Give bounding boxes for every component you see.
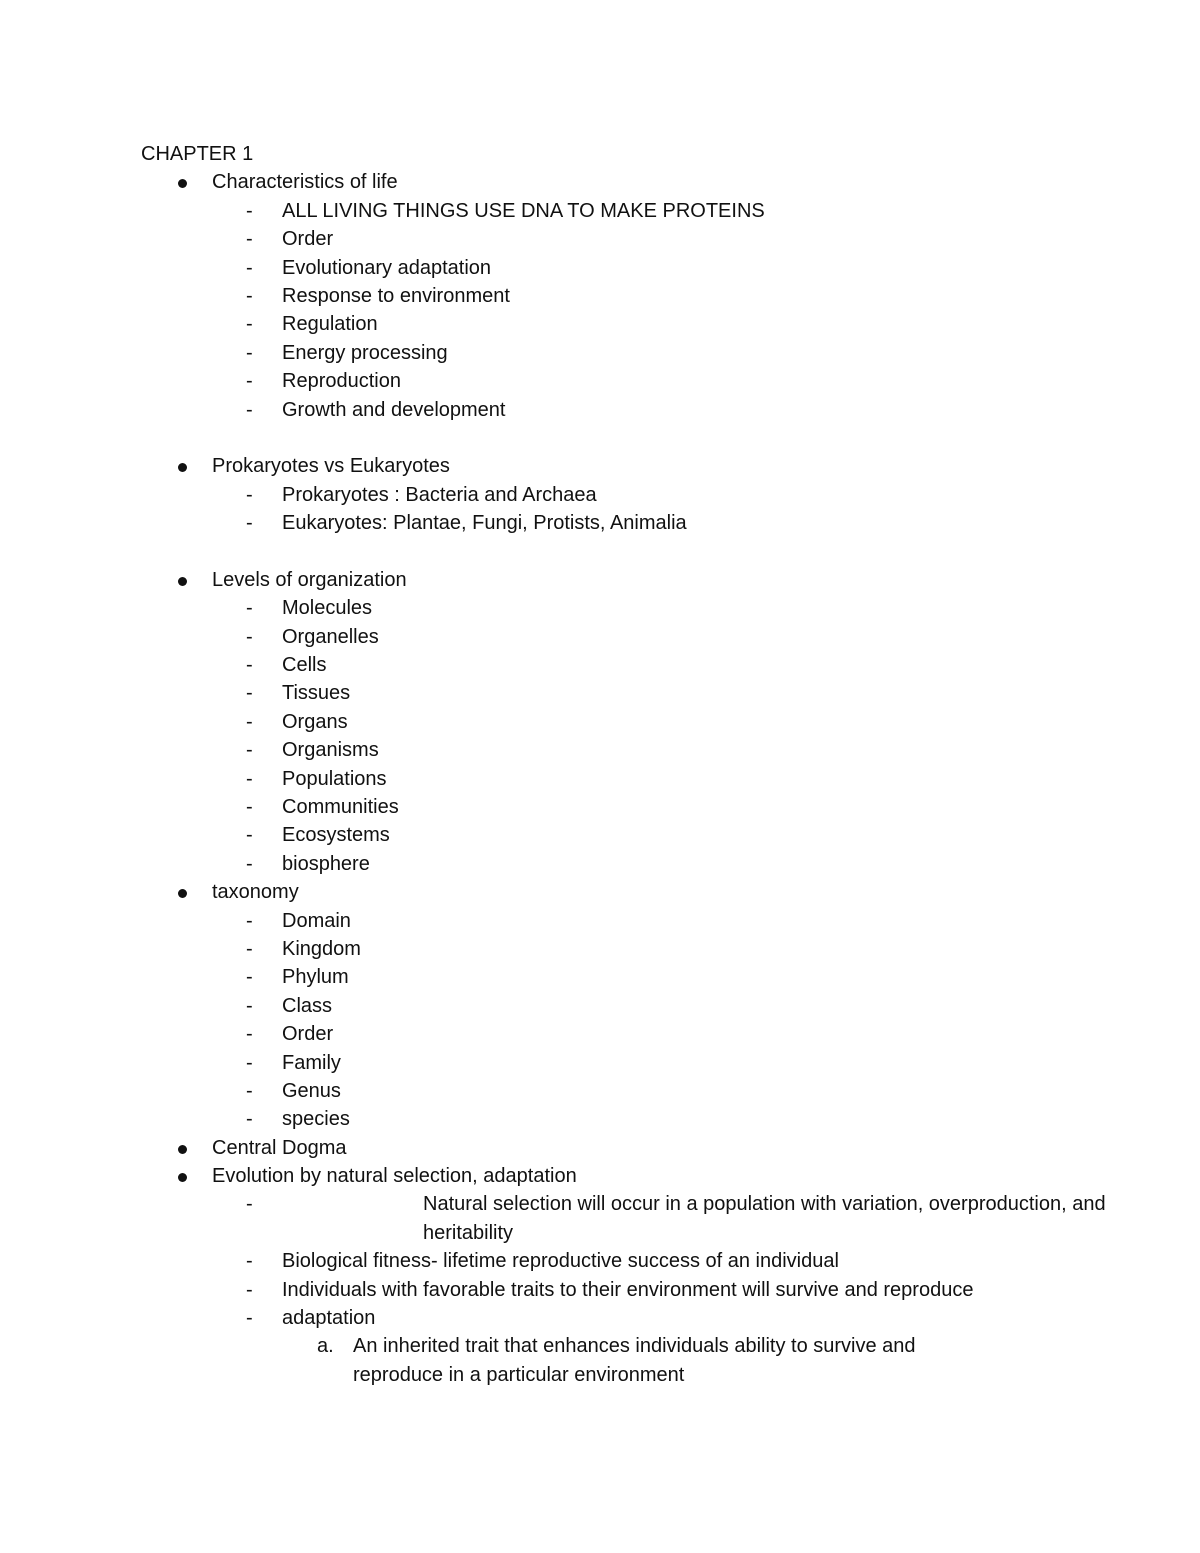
section-heading-evolution [141, 1162, 1141, 1190]
list-item [141, 850, 1141, 878]
dash-marker: - [246, 1278, 253, 1301]
dash-marker: - [246, 1108, 253, 1131]
list-item-text: Genus [282, 1079, 341, 1102]
dash-marker: - [246, 483, 253, 506]
list-item [141, 1276, 1141, 1304]
section-heading-text: Prokaryotes vs Eukaryotes [212, 455, 450, 478]
section-heading-text: Central Dogma [212, 1136, 347, 1159]
dash-marker: - [246, 654, 253, 677]
sub-list-item [141, 1332, 1141, 1389]
list-item [141, 1105, 1141, 1133]
list-item [141, 310, 1141, 338]
list-item [141, 907, 1141, 935]
list-item [141, 708, 1141, 736]
dash-marker: - [246, 824, 253, 847]
dash-marker: - [246, 739, 253, 762]
list-item [141, 254, 1141, 282]
section-heading-text: Characteristics of life [212, 171, 398, 194]
list-item-text: Molecules [282, 597, 373, 620]
list-item [141, 1077, 1141, 1105]
section-heading-text: taxonomy [212, 881, 299, 904]
document-content [141, 140, 1141, 1389]
list-item [141, 1304, 1141, 1332]
section-heading-text: Levels of organization [212, 568, 407, 591]
list-item [141, 509, 1141, 537]
dash-marker: - [246, 1307, 253, 1330]
list-item-text: Organs [282, 710, 348, 733]
bullet-icon [178, 463, 187, 472]
list-item [141, 339, 1141, 367]
dash-marker: - [246, 1023, 253, 1046]
dash-marker: - [246, 966, 253, 989]
dash-marker: - [246, 313, 253, 336]
list-item [141, 821, 1141, 849]
list-item [141, 481, 1141, 509]
list-item-text: Family [282, 1051, 341, 1074]
list-item-text: Biological fitness- lifetime reproductive success of an individual [282, 1250, 839, 1273]
dash-marker: - [246, 795, 253, 818]
dash-marker: - [246, 284, 253, 307]
section-heading-characteristics-of-life [141, 168, 1141, 196]
section-heading-prokaryotes-vs-eukaryotes [141, 452, 1141, 480]
dash-marker: - [246, 710, 253, 733]
list-item-text: Regulation [282, 313, 378, 336]
section-heading-central-dogma [141, 1134, 1141, 1162]
dash-marker: - [246, 767, 253, 790]
section-heading-text: Evolution by natural selection, adaptation [212, 1165, 577, 1188]
list-item [141, 225, 1141, 253]
section-heading-taxonomy [141, 878, 1141, 906]
list-item-text: Phylum [282, 966, 349, 989]
list-item-text: Reproduction [282, 370, 401, 393]
list-item-text: Populations [282, 767, 387, 790]
blank-line [141, 424, 1141, 452]
bullet-icon [178, 1173, 187, 1182]
bullet-icon [178, 179, 187, 188]
list-item [141, 736, 1141, 764]
list-item [141, 963, 1141, 991]
list-item [141, 1247, 1141, 1275]
letter-marker: a. [317, 1335, 334, 1358]
dash-marker: - [246, 1193, 253, 1216]
list-item [141, 197, 1141, 225]
dash-marker: - [246, 625, 253, 648]
dash-marker: - [246, 937, 253, 960]
list-item-text: Domain [282, 909, 351, 932]
section-heading-levels-of-organization [141, 566, 1141, 594]
list-item-text: Tissues [282, 682, 351, 705]
list-item [141, 1190, 1141, 1247]
list-item [141, 1049, 1141, 1077]
dash-marker: - [246, 1079, 253, 1102]
dash-marker: - [246, 597, 253, 620]
list-item-text: Growth and development [282, 398, 506, 421]
list-item-text: Communities [282, 795, 399, 818]
list-item [141, 623, 1141, 651]
dash-marker: - [246, 256, 253, 279]
list-item [141, 679, 1141, 707]
list-item [141, 282, 1141, 310]
list-item-text: Organelles [282, 625, 379, 648]
list-item-text: Response to environment [282, 284, 510, 307]
list-item [141, 367, 1141, 395]
dash-marker: - [246, 1051, 253, 1074]
dash-marker: - [246, 682, 253, 705]
blank-line [141, 537, 1141, 565]
list-item [141, 992, 1141, 1020]
dash-marker: - [246, 909, 253, 932]
list-item [141, 651, 1141, 679]
dash-marker: - [246, 1250, 253, 1273]
dash-marker: - [246, 398, 253, 421]
list-item-text: species [282, 1108, 350, 1131]
list-item [141, 594, 1141, 622]
dash-marker: - [246, 370, 253, 393]
dash-marker: - [246, 199, 253, 222]
list-item-text: Energy processing [282, 341, 448, 364]
list-item-text: ALL LIVING THINGS USE DNA TO MAKE PROTEINS [282, 199, 765, 222]
list-item-text: Order [282, 228, 334, 251]
list-item-text: Organisms [282, 739, 379, 762]
list-item-text: Ecosystems [282, 824, 390, 847]
sub-list-item-text: An inherited trait that enhances individuals ability to survive and reproduce in a particular environment [353, 1335, 916, 1386]
bullet-icon [178, 577, 187, 586]
dash-marker: - [246, 341, 253, 364]
dash-marker: - [246, 512, 253, 535]
dash-marker: - [246, 228, 253, 251]
list-item-text: Natural selection will occur in a population with variation, overproduction, and heritability [423, 1193, 1106, 1244]
list-item-text: adaptation [282, 1307, 376, 1330]
list-item [141, 1020, 1141, 1048]
dash-marker: - [246, 994, 253, 1017]
list-item [141, 793, 1141, 821]
list-item [141, 765, 1141, 793]
chapter-title: CHAPTER 1 [141, 143, 254, 165]
list-item-text: Prokaryotes : Bacteria and Archaea [282, 483, 597, 506]
list-item-text: Individuals with favorable traits to their environment will survive and reproduce [282, 1278, 974, 1301]
list-item-text: Kingdom [282, 937, 361, 960]
list-item-text: Cells [282, 654, 327, 677]
list-item-text: biosphere [282, 852, 370, 875]
bullet-icon [178, 889, 187, 898]
list-item-text: Class [282, 994, 333, 1017]
list-item-text: Order [282, 1023, 334, 1046]
dash-marker: - [246, 852, 253, 875]
list-item [141, 935, 1141, 963]
bullet-icon [178, 1145, 187, 1154]
list-item [141, 396, 1141, 424]
list-item-text: Evolutionary adaptation [282, 256, 492, 279]
list-item-text: Eukaryotes: Plantae, Fungi, Protists, Animalia [282, 512, 687, 535]
